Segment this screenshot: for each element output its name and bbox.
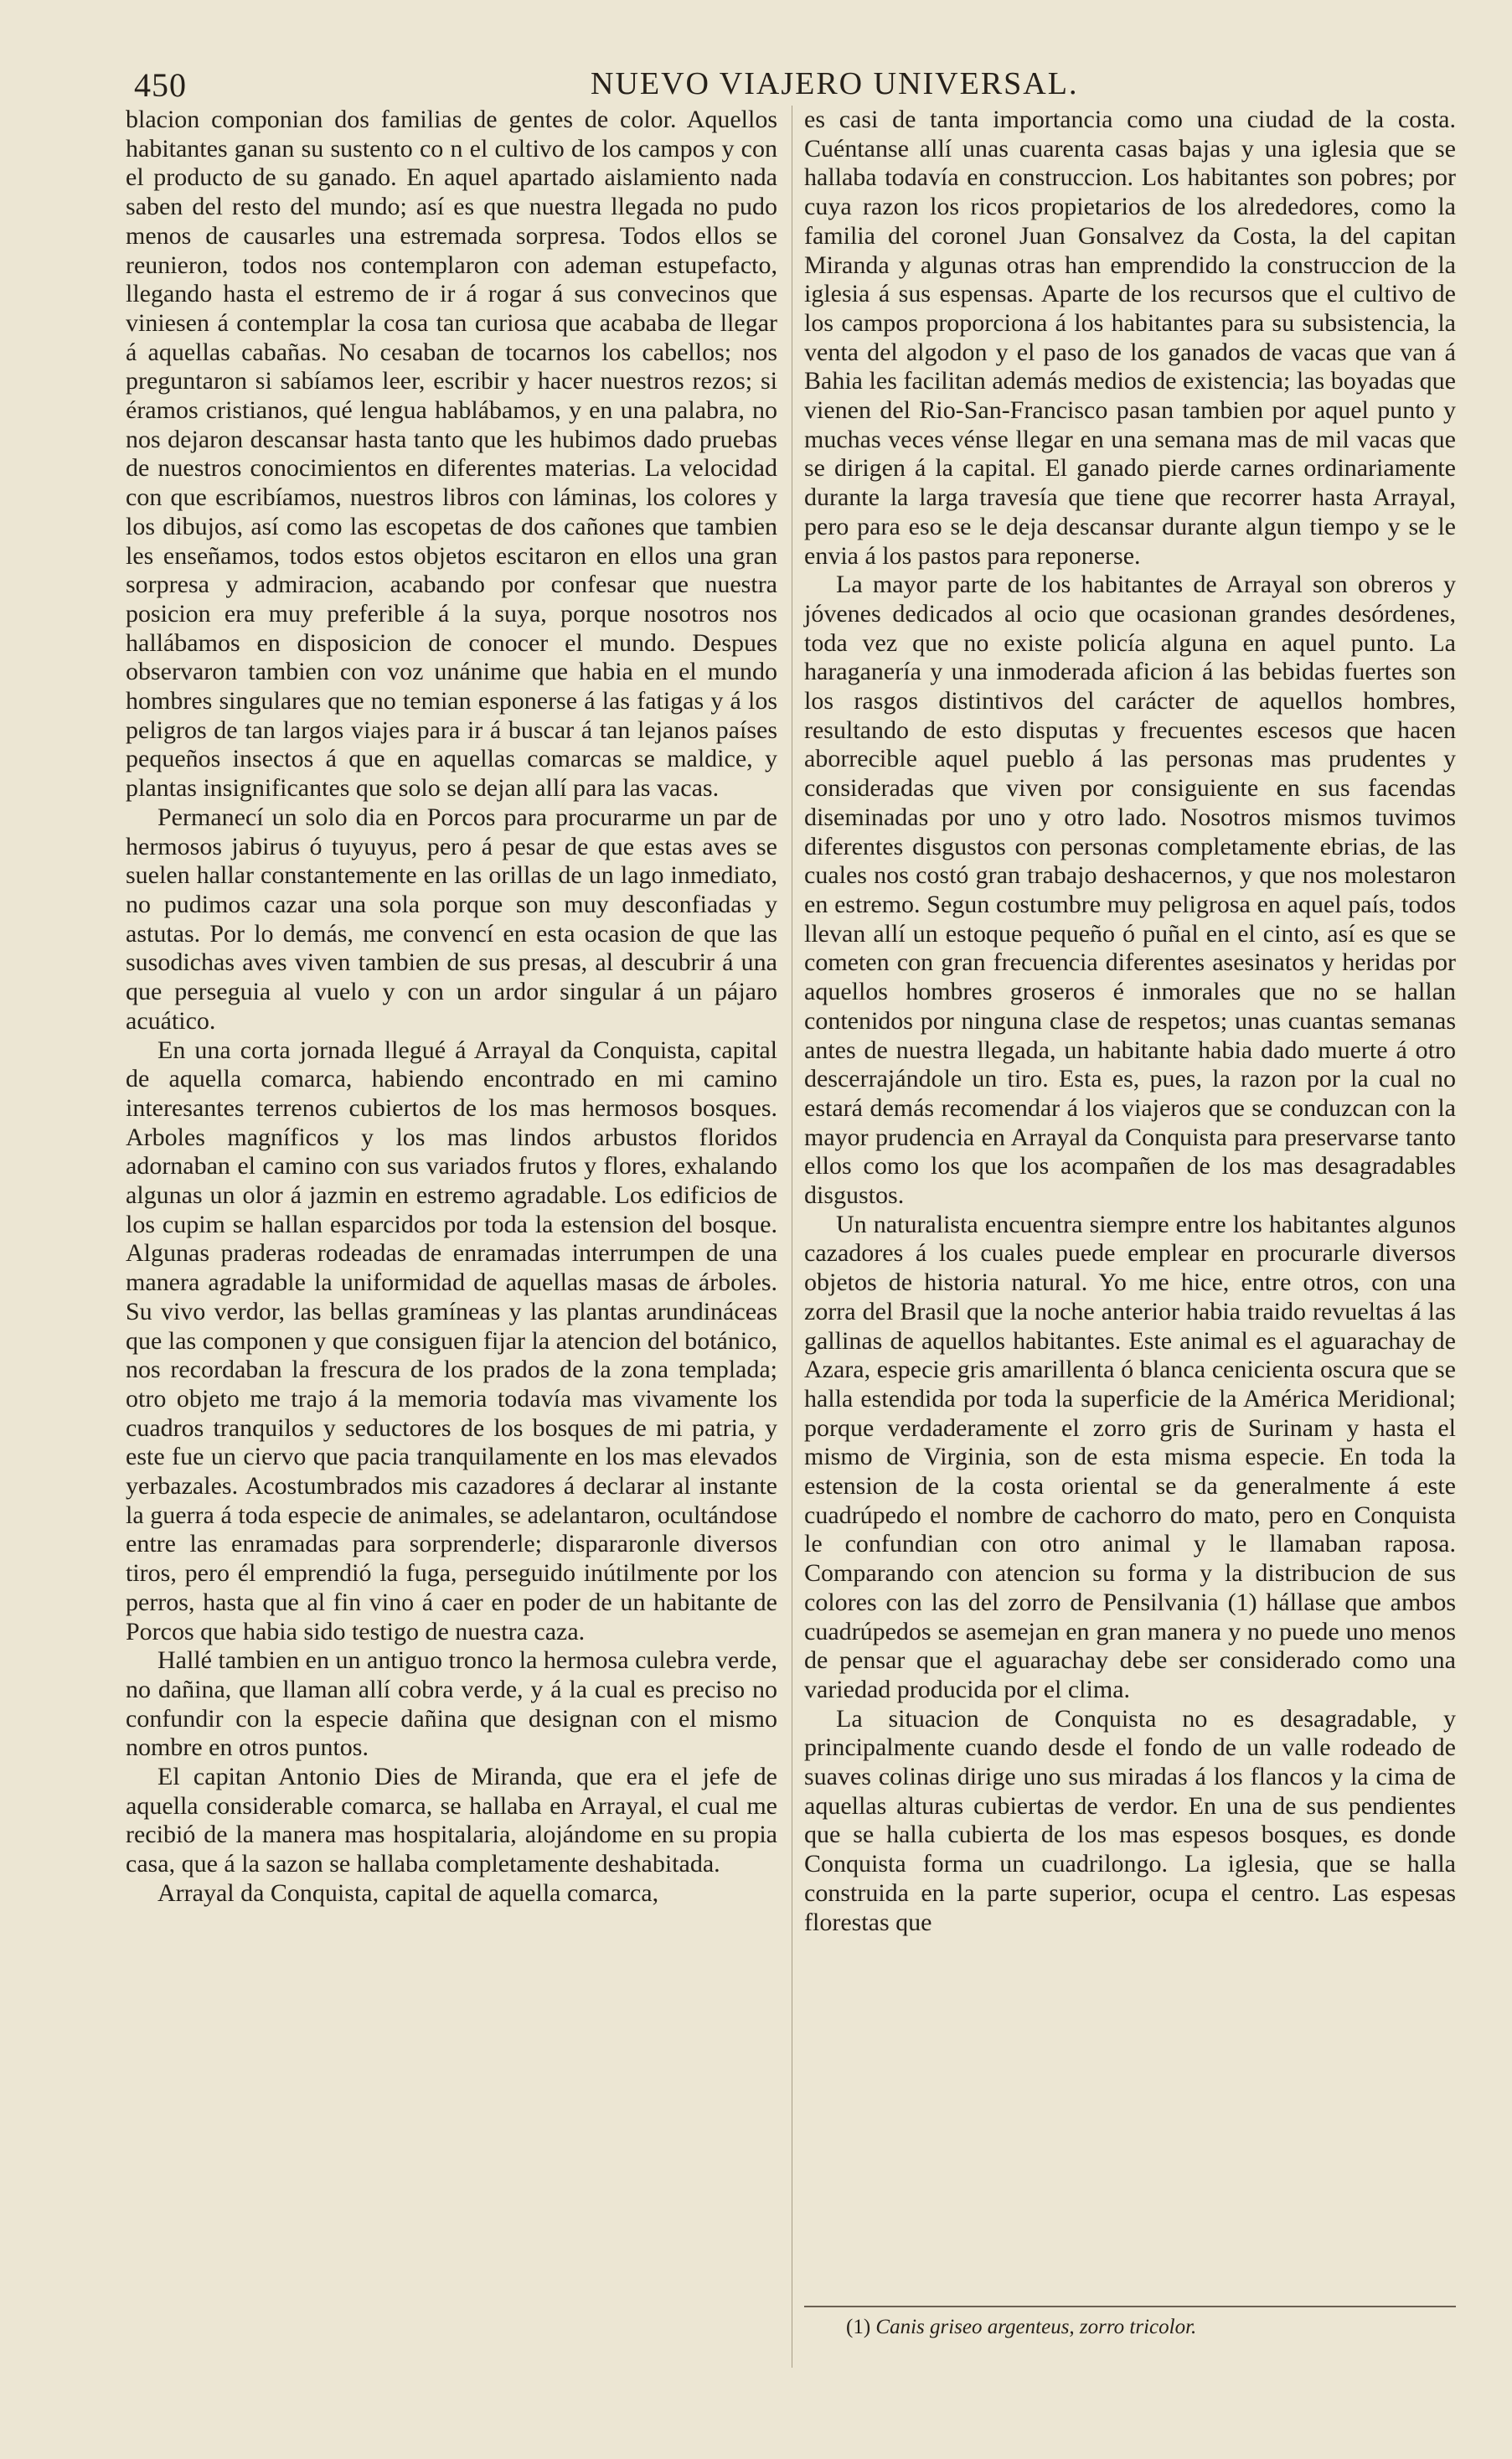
paragraph: es casi de tanta importancia como una ciudad de la costa. Cuéntanse allí unas cuarenta casas bajas y una iglesia que se hallaba todavía en construccion. Los habitantes son pobres; por cuya razon los ricos propietarios de los alrededores, como la familia del coronel Juan Gonsalvez da Costa, la del capitan Miranda y algunas otras han emprendido la construccion de la iglesia á sus espensas. Aparte de los recursos que el cultivo de los campos proporciona á los habitantes para su subsistencia, la venta del algodon y el paso de los ganados de vacas que van á Bahia les facilitan además medios de existencia; las boyadas que vienen del Rio-San-Francisco pasan tambien por aquel punto y muchas veces vénse llegar en una semana mas de mil vacas que se dirigen á la capital. El ganado pierde carnes ordinariamente durante la larga travesía que tiene que recorrer hasta Arrayal, pero para eso se le deja descansar durante algun tiempo y se le envia á los pastos para reponerse.	[804, 106, 1456, 570]
paragraph: Hallé tambien en un antiguo tronco la hermosa culebra verde, no dañina, que llaman allí cobra verde, y á la cual es preciso no confundir con la especie dañina que designan con el mismo nombre en otros puntos.	[126, 1646, 777, 1762]
paragraph: En una corta jornada llegué á Arrayal da Conquista, capital de aquella comarca, habiendo encontrado en mi camino interesantes terrenos cubiertos de los mas hermosos bosques. Arboles magníficos y los mas lindos arbustos floridos adornaban el camino con sus variados frutos y flores, exhalando algunas un olor á jazmin en estremo agradable. Los edificios de los cupim se hallan esparcidos por toda la estension del bosque. Algunas praderas rodeadas de enramadas interrumpen de una manera agradable la uniformidad de aquellas masas de árboles. Su vivo verdor, las bellas gramíneas y las plantas arundináceas que las componen y que consiguen fijar la atencion del botánico, nos recordaban la frescura de los prados de la zona templada; otro objeto me trajo á la memoria todavía mas vivamente los cuadros tranquilos y seductores de los bosques de mi patria, y este fue un ciervo que pacia tranquilamente en los mas elevados yerbazales. Acostumbrados mis cazadores á declarar al instante la guerra á toda especie de animales, se adelantaron, ocultándose entre las enramadas para sorprenderle; dispararonle diversos tiros, pero él emprendió la fuga, perseguido inútilmente por los perros, hasta que al fin vino á caer en poder de un habitante de Porcos que habia sido testigo de nuestra caza.	[126, 1036, 777, 1645]
footnote-rule	[804, 2306, 1456, 2307]
right-column	[804, 106, 1456, 1937]
paragraph: Permanecí un solo dia en Porcos para procurarme un par de hermosos jabirus ó tuyuyus, pero á pesar de que estas aves se suelen hallar constantemente en las orillas de un lago inmediato, no pudimos cazar una sola porque son muy desconfiadas y astutas. Por lo demás, me convencí en esta ocasion de que las susodichas aves viven tambien de sus presas, al descubrir á una que perseguia al vuelo y con un ardor singular á un pájaro acuático.	[126, 803, 777, 1035]
running-title: NUEVO VIAJERO UNIVERSAL.	[591, 66, 1079, 101]
page-number: 450	[134, 66, 187, 104]
paragraph: blacion componian dos familias de gentes de color. Aquellos habitantes ganan su sustento co n el cultivo de los campos y con el producto de su ganado. En aquel apartado aislamiento nada saben del resto del mundo; así es que nuestra llegada no pudo menos de causarles una estremada sorpresa. Todos ellos se reunieron, todos nos contemplaron con ademan estupefacto, llegando hasta el estremo de ir á rogar á sus convecinos que viniesen á contemplar la cosa tan curiosa que acababa de llegar á aquellas cabañas. No cesaban de tocarnos los cabellos; nos preguntaron si sabíamos leer, escribir y hacer nuestros rezos; si éramos cristianos, qué lengua hablábamos, y en una palabra, no nos dejaron descansar hasta tanto que les hubimos dado pruebas de nuestros conocimientos en diferentes materias. La velocidad con que escribíamos, nuestros libros con láminas, los colores y los dibujos, así como las escopetas de dos cañones que tambien les enseñamos, todos estos objetos escitaron en ellos una gran sorpresa y admiracion, acabando por confesar que nuestra posicion era muy preferible á la suya, porque nosotros nos hallábamos en disposicion de conocer el mundo. Despues observaron tambien con voz unánime que habia en el mundo hombres singulares que no temian esponerse á las fatigas y á los peligros de tan largos viajes para ir á buscar á tan lejanos países pequeños insectos á que en aquellas comarcas se maldice, y plantas insignificantes que solo se dejan allí para las vacas.	[126, 106, 777, 803]
paragraph: La mayor parte de los habitantes de Arrayal son obreros y jóvenes dedicados al ocio que ocasionan grandes desórdenes, toda vez que no existe policía alguna en aquel punto. La haraganería y una inmoderada aficion á las bebidas fuertes son los rasgos distintivos del carácter de aquellos hombres, resultando de esto disputas y frecuentes escesos que hacen aborrecible aquel pueblo á las personas mas prudentes y consideradas que viven por consiguiente en sus facendas diseminadas por uno y otro lado. Nosotros mismos tuvimos diferentes disgustos con personas completamente ebrias, de las cuales nos costó gran trabajo deshacernos, y que nos molestaron en estremo. Segun costumbre muy peligrosa en aquel país, todos llevan allí un estoque pequeño ó puñal en el cinto, así es que se cometen con gran frecuencia diferentes asesinatos y heridas por aquellos hombres groseros é inmorales que no se hallan contenidos por ninguna clase de respetos; unas cuantas semanas antes de nuestra llegada, un habitante habia dado muerte á otro descerrajándole un tiro. Esta es, pues, la razon por la cual no estará demás recomendar á los viajeros que se conduzcan con la mayor prudencia en Arrayal da Conquista para preservarse tanto ellos como los que los acompañen de los mas desagradables disgustos.	[804, 571, 1456, 1210]
paragraph: La situacion de Conquista no es desagradable, y principalmente cuando desde el fondo de un valle rodeado de suaves colinas dirige uno sus miradas á los flancos y la cima de aquellas alturas cubiertas de verdor. En una de sus pendientes que se halla cubierta de los mas espesos bosques, es donde Conquista forma un cuadrilongo. La iglesia, que se halla construida en la parte superior, ocupa el centro. Las espesas florestas que	[804, 1704, 1456, 1936]
paragraph: Un naturalista encuentra siempre entre los habitantes algunos cazadores á los cuales puede emplear en procurarle diversos objetos de historia natural. Yo me hice, entre otros, con una zorra del Brasil que la noche anterior habia traido revueltas á las gallinas de aquellos habitantes. Este animal es el aguarachay de Azara, especie gris amarillenta ó blanca cenicienta oscura que se halla estendida por toda la superficie de la América Meridional; porque verdaderamente el zorro gris de Surinam y hasta el mismo de Virginia, son de esta misma especie. En toda la estension de la costa oriental se da generalmente á este cuadrúpedo el nombre de cachorro do mato, pero en Conquista le confundian con otro animal y le llamaban raposa. Comparando con atencion su forma y la distribucion de sus colores con las del zorro de Pensilvania (1) hállase que ambos cuadrúpedos se asemejan en gran manera y no puede uno menos de pensar que el aguarachay debe ser considerado como una variedad producida por el clima.	[804, 1210, 1456, 1703]
paragraph: El capitan Antonio Dies de Miranda, que era el jefe de aquella considerable comarca, se hallaba en Arrayal, el cual me recibió de la manera mas hospitalaria, alojándome en su propia casa, que á la sazon se hallaba completamente deshabitada.	[126, 1763, 777, 1878]
footnote	[846, 2316, 1449, 2339]
footnote-marker: (1)	[846, 2316, 871, 2338]
footnote-text: Canis griseo argenteus, zorro tricolor.	[875, 2316, 1197, 2338]
page-header	[134, 65, 1453, 107]
left-column	[126, 106, 777, 1909]
paragraph: Arrayal da Conquista, capital de aquella comarca,	[157, 1878, 659, 1907]
